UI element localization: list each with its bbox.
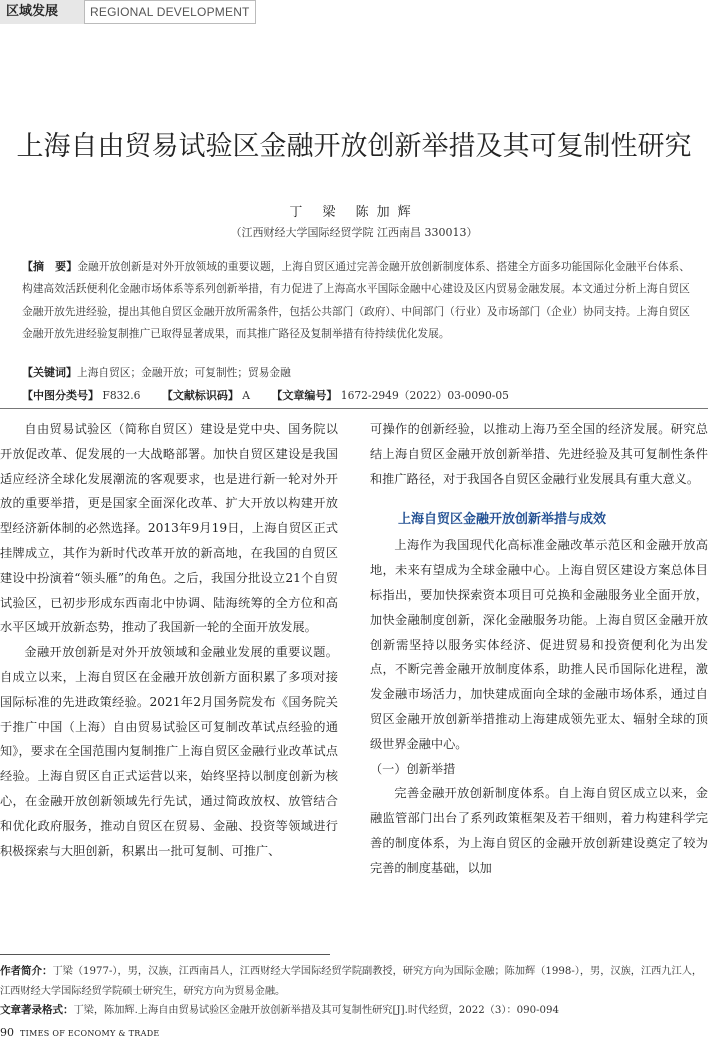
citation-text: 丁梁，陈加辉.上海自由贸易试验区金融开放创新举措及其可复制性研究[J].时代经贸，2022（3）：090-094	[73, 1005, 559, 1016]
left-column	[0, 417, 338, 863]
author-note	[0, 962, 708, 1001]
body-paragraph: 完善金融开放创新制度体系。自上海自贸区成立以来，金融监管部门出台了系列政策框架及若干细则，着力构建科学完善的制度体系，为上海自贸区的金融开放创新建设奠定了较为完善的制度基础，以加	[370, 786, 708, 875]
doc-code-label: 【文献标识码】	[161, 389, 239, 402]
citation-label: 文章著录格式：	[0, 1004, 74, 1016]
article-title: 上海自由贸易试验区金融开放创新举措及其可复制性研究	[16, 131, 692, 162]
page-number: 90	[0, 1026, 14, 1039]
running-header	[0, 0, 708, 24]
section-label-cn: 区域发展	[0, 0, 84, 24]
article-number-label: 【文章编号】	[271, 389, 338, 402]
header-divider	[0, 408, 708, 409]
abstract-label: 【摘 要】	[22, 260, 78, 273]
article-number-value: 1672-2949（2022）03-0090-05	[340, 389, 509, 402]
affiliation: （江西财经大学国际经贸学院 江西南昌 330013）	[230, 226, 478, 239]
citation-note	[0, 1001, 708, 1021]
doc-code-value: A	[242, 389, 250, 402]
classification-line	[22, 387, 527, 403]
subsection-heading: （一）创新举措	[370, 761, 456, 776]
author-note-text: 丁梁（1977-），男，汉族，江西南昌人，江西财经大学国际经贸学院副教授，研究方向为国际金融；陈加辉（1998-），男，汉族，江西九江人，江西财经大学国际经贸学院硕士研究生，研究方向为贸易金融。	[0, 966, 703, 997]
abstract-text: 金融开放创新是对外开放领域的重要议题，上海自贸区通过完善金融开放创新制度体系、搭建全方面多功能国际化金融平台体系、构建高效活跃便利化金融市场体系等系列创新举措，有力促进了上海高水平国际金融中心建设及区内贸易金融发展。本文通过分析上海自贸区金融开放先进经验，提出其他自贸区金融开放所需条件，包括公共部门（政府）、中间部门（行业）及市场部门（企业）协同支持。上海自贸区金融开放先进经验复制推广已取得显著成果，而其推广路径及复制举措有待持续优化发展。	[22, 260, 690, 341]
clc-label: 【中图分类号】	[22, 389, 99, 402]
abstract	[22, 256, 690, 346]
page-footer	[0, 1026, 160, 1039]
section-heading: 上海自贸区金融开放创新举措与成效	[398, 512, 607, 528]
body-paragraph: 上海作为我国现代化高标准金融改革示范区和金融开放高地，未来有望成为全球金融中心。上海自贸区建设方案总体目标指出，要加快探索资本项目可兑换和金融服务业全面开放，加快金融制度创新，深化金融服务功能。上海自贸区金融开放创新需坚持以服务实体经济、促进贸易和投资便利化为出发点，不断完善金融开放制度体系，助推人民币国际化进程，激发金融市场活力，加快建成面向全球的金融市场体系，通过自贸区金融开放创新举措推动上海建成领先亚太、辐射全球的顶级世界金融中心。	[370, 538, 708, 751]
body-paragraph: 可操作的创新经验，以推动上海乃至全国的经济发展。研究总结上海自贸区金融开放创新举措、先进经验及其可复制性条件和推广路径，对于我国各自贸区金融行业发展具有重大意义。	[370, 422, 708, 486]
body-paragraph: 自由贸易试验区（简称自贸区）建设是党中央、国务院以开放促改革、促发展的一大战略部署。加快自贸区建设是我国适应经济全球化发展潮流的客观要求，也是进行新一轮对外开放的重要举措，更是国家全面深化改革、扩大开放以构建开放型经济新体制的必然选择。2013年9月19日，上海自贸区正式挂牌成立，其作为新时代改革开放的新高地，在我国的自贸区建设中扮演着“领头雁”的角色。之后，我国分批设立21个自贸试验区，已初步形成东西南北中协调、陆海统筹的全方位和高水平区域开放新态势，推动了我国新一轮的全面开放发展。	[0, 422, 338, 635]
footnote-divider	[0, 954, 330, 955]
author-note-label: 作者简介：	[0, 965, 53, 977]
keywords-label: 【关键词】	[22, 366, 77, 379]
section-label-en: REGIONAL DEVELOPMENT	[84, 0, 256, 24]
magazine-name: TIMES OF ECONOMY & TRADE	[20, 1029, 160, 1038]
keywords-text: 上海自贸区；金融开放；可复制性；贸易金融	[77, 366, 291, 379]
body-paragraph: 金融开放创新是对外开放领域和金融业发展的重要议题。自成立以来，上海自贸区在金融开放创新方面积累了多项对接国际标准的先进政策经验。2021年2月国务院发布《国务院关于推广中国（上海）自由贸易试验区可复制改革试点经验的通知》，要求在全国范围内复制推广上海自贸区金融行业改革试点经验。上海自贸区自正式运营以来，始终坚持以制度创新为核心，在金融开放创新领域先行先试，通过简政放权、放管结合和优化政府服务，推动自贸区在贸易、金融、投资等领域进行积极探索与大胆创新，积累出一批可复制、可推广、	[0, 645, 338, 858]
clc-value: F832.6	[102, 389, 141, 402]
right-column	[370, 417, 708, 881]
keywords	[22, 364, 291, 380]
authors: 丁 梁 陈加辉	[289, 205, 419, 220]
